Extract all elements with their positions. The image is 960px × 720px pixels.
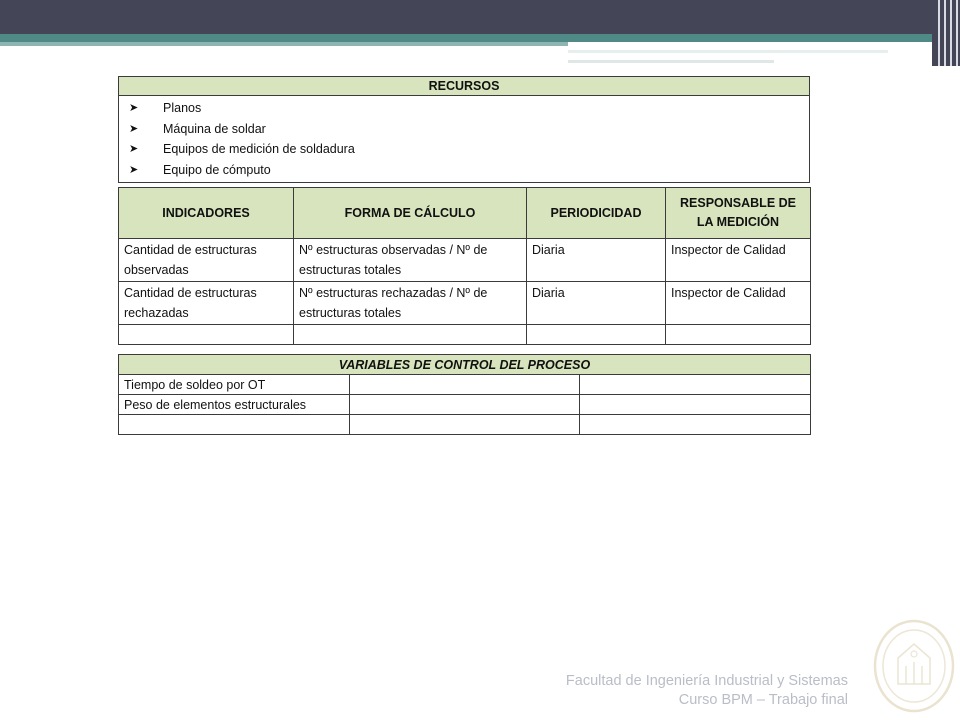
header-accent-band — [0, 34, 932, 42]
list-item: ➤ Máquina de soldar — [129, 119, 809, 140]
university-seal-icon — [872, 618, 956, 714]
list-item: ➤ Equipo de cómputo — [129, 160, 809, 181]
header-accent-light — [0, 42, 568, 46]
empty-cell — [580, 415, 811, 435]
empty-cell — [294, 325, 527, 345]
recursos-list-cell — [119, 96, 810, 183]
table-row — [119, 395, 811, 415]
empty-cell — [350, 375, 580, 395]
arrow-bullet-icon: ➤ — [129, 102, 139, 114]
empty-cell — [580, 375, 811, 395]
indicadores-table — [118, 187, 811, 345]
arrow-bullet-icon: ➤ — [129, 163, 139, 176]
empty-cell — [350, 415, 580, 435]
responsable-cell: Inspector de Calidad — [666, 282, 811, 325]
periodicidad-cell: Diaria — [527, 239, 666, 282]
footer-faculty: Facultad de Ingeniería Industrial y Sistemas — [565, 673, 848, 689]
header-bar — [0, 0, 932, 34]
header-line-short — [568, 60, 774, 63]
table-row — [119, 239, 811, 282]
periodicidad-cell: Diaria — [527, 282, 666, 325]
table-row — [119, 282, 811, 325]
empty-cell — [119, 415, 350, 435]
footer — [566, 672, 848, 710]
recursos-list — [129, 98, 809, 180]
variables-table — [118, 354, 811, 435]
column-header-responsable: RESPONSABLE DE LA MEDICIÓN — [666, 188, 811, 239]
empty-cell — [666, 325, 811, 345]
indicador-cell: Cantidad de estructuras rechazadas — [119, 282, 294, 325]
arrow-bullet-icon: ➤ — [129, 122, 139, 135]
header-right-strip — [932, 0, 960, 66]
table-row — [119, 375, 811, 395]
variable-cell: Peso de elementos estructurales — [119, 395, 350, 415]
empty-cell — [119, 325, 294, 345]
indicador-cell: Cantidad de estructuras observadas — [119, 239, 294, 282]
forma-calculo-cell: Nº estructuras observadas / Nº de estructuras totales — [294, 239, 527, 282]
table-row-empty — [119, 325, 811, 345]
list-item: ➤ Planos — [129, 98, 809, 119]
recursos-header: RECURSOS — [119, 77, 810, 96]
empty-cell — [527, 325, 666, 345]
empty-cell — [580, 395, 811, 415]
footer-course: Curso BPM – Trabajo final — [678, 692, 848, 708]
forma-calculo-cell: Nº estructuras rechazadas / Nº de estructuras totales — [294, 282, 527, 325]
column-header-periodicidad: PERIODICIDAD — [527, 188, 666, 239]
column-header-indicadores: INDICADORES — [119, 188, 294, 239]
table-row-empty — [119, 415, 811, 435]
responsable-cell: Inspector de Calidad — [666, 239, 811, 282]
header-line — [568, 50, 888, 53]
variables-header: VARIABLES DE CONTROL DEL PROCESO — [119, 355, 811, 375]
recursos-table — [118, 76, 810, 183]
column-header-forma-calculo: FORMA DE CÁLCULO — [294, 188, 527, 239]
variable-cell: Tiempo de soldeo por OT — [119, 375, 350, 395]
list-item: ➤ Equipos de medición de soldadura — [129, 139, 809, 160]
empty-cell — [350, 395, 580, 415]
arrow-bullet-icon: ➤ — [129, 143, 139, 155]
